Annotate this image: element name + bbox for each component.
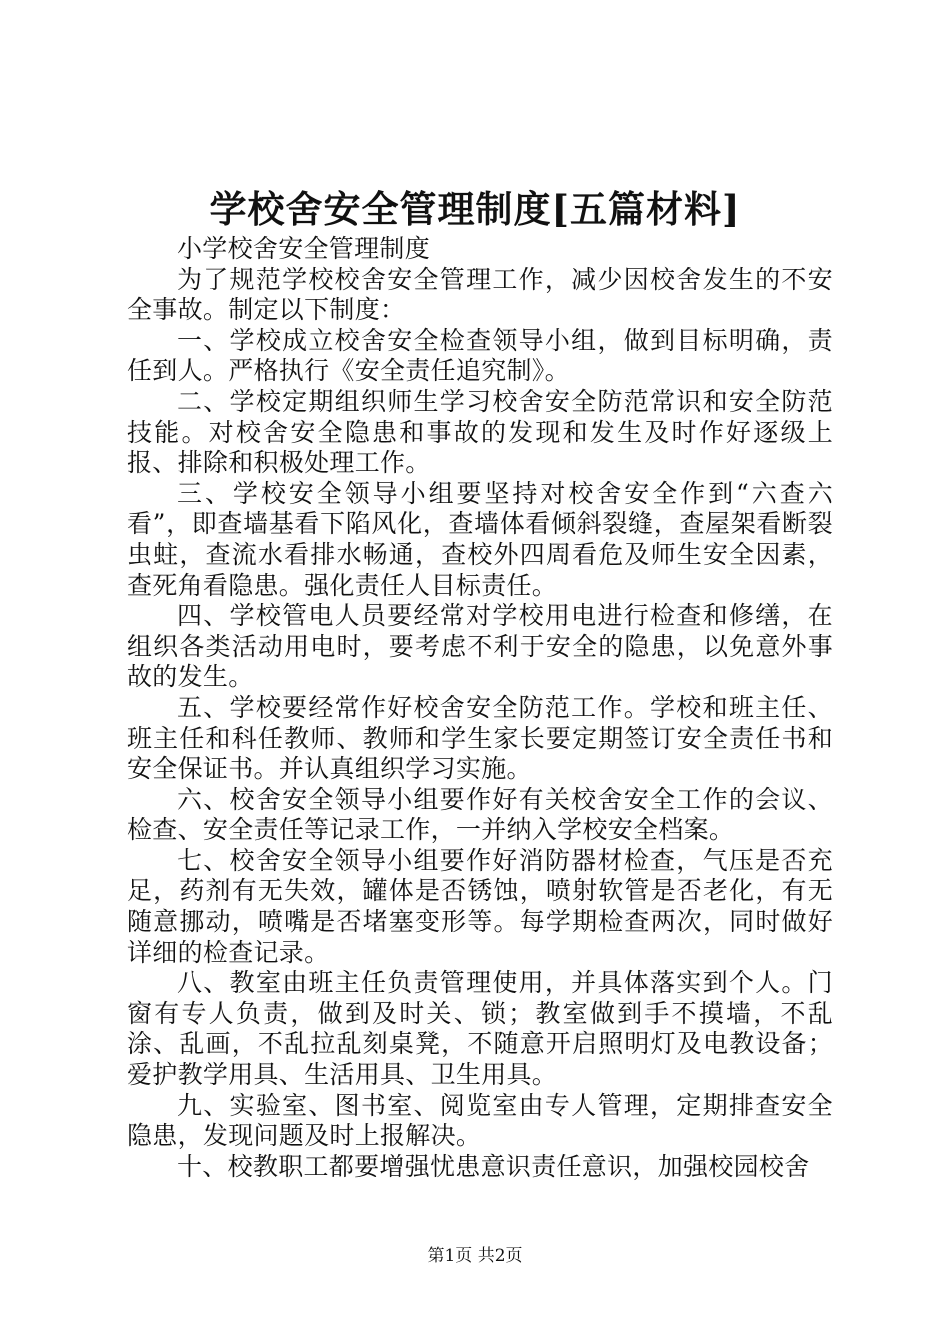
document-body: [127, 234, 833, 1182]
paragraph-item-4: 四、学校管电人员要经常对学校用电进行检查和修缮，在组织各类活动用电时，要考虑不利于安全的隐患，以免意外事故的发生。: [127, 601, 833, 692]
paragraph-intro: 为了规范学校校舍安全管理工作，减少因校舍发生的不安全事故。制定以下制度：: [127, 264, 833, 325]
page-footer: 第1页 共2页: [427, 1246, 523, 1266]
paragraph-item-3: 三、学校安全领导小组要坚持对校舍安全作到“六查六看”，即查墙基看下陷风化，查墙体看倾斜裂缝，查屋架看断裂虫蛀，查流水看排水畅通，查校外四周看危及师生安全因素，查死角看隐患。强化责任人目标责任。: [127, 478, 833, 600]
paragraph-item-6: 六、校舍安全领导小组要作好有关校舍安全工作的会议、检查、安全责任等记录工作，一并纳入学校安全档案。: [127, 784, 833, 845]
paragraph-item-1: 一、学校成立校舍安全检查领导小组，做到目标明确，责任到人。严格执行《安全责任追究制》。: [127, 325, 833, 386]
document-title: 学校舍安全管理制度[五篇材料]: [209, 187, 741, 231]
paragraph-item-7: 七、校舍安全领导小组要作好消防器材检查，气压是否充足，药剂有无失效，罐体是否锈蚀，喷射软管是否老化，有无随意挪动，喷嘴是否堵塞变形等。每学期检查两次，同时做好详细的检查记录。: [127, 845, 833, 967]
paragraph-item-5: 五、学校要经常作好校舍安全防范工作。学校和班主任、班主任和科任教师、教师和学生家长要定期签订安全责任书和安全保证书。并认真组织学习实施。: [127, 692, 833, 784]
paragraph-item-10: 十、校教职工都要增强忧患意识责任意识，加强校园校舍: [177, 1151, 810, 1181]
paragraph-item-8: 八、教室由班主任负责管理使用，并具体落实到个人。门窗有专人负责，做到及时关、锁；教室做到手不摸墙，不乱涂、乱画，不乱拉乱刻桌凳，不随意开启照明灯及电教设备；爱护教学用具、生活用具、卫生用具。: [127, 968, 833, 1090]
document-subtitle: 小学校舍安全管理制度: [177, 234, 431, 263]
paragraph-item-2: 二、学校定期组织师生学习校舍安全防范常识和安全防范技能。对校舍安全隐患和事故的发现和发生及时作好逐级上报、排除和积极处理工作。: [127, 386, 833, 478]
paragraph-item-9: 九、实验室、图书室、阅览室由专人管理，定期排查安全隐患，发现问题及时上报解决。: [127, 1090, 833, 1151]
